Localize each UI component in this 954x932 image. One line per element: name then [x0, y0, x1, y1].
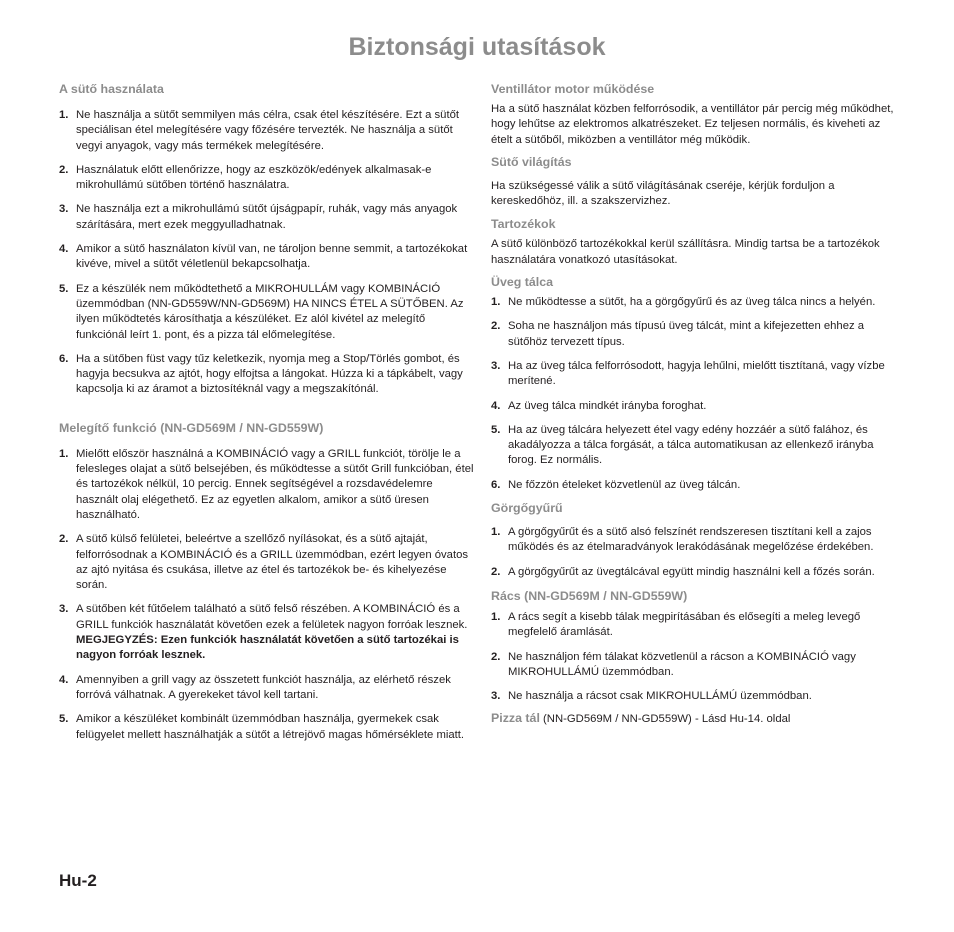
item-number: 2.: [491, 650, 501, 663]
list-item: [491, 295, 903, 310]
item-text: Ne használja a sütőt semmilyen más célra, csak étel készítésére. Ezt a sütőt speciálisan étel melegítésére vagy főzésére tervezték. Ne használja a sütőt vegyi anyagok, vagy más termékek melegítésére.: [76, 109, 460, 152]
list-item: [59, 242, 477, 273]
left-column: [59, 81, 477, 743]
list-item: [491, 478, 903, 493]
item-text: A sütő külső felületei, beleértve a szellőző nyílásokat, és a sütő ajtaját, felforrósodnak a KOMBINÁCIÓ és a GRILL üzemmódban, ezért legyen óvatos az ajtó nyitása és csukása, illetve az étel és tartozékok be- és kihelyezése során.: [76, 533, 469, 592]
pizza-line: [491, 711, 903, 727]
list-item: [491, 359, 903, 390]
item-number: 1.: [59, 447, 69, 460]
list-item: [59, 532, 477, 593]
section-heading-glass-tray: Üveg tálca: [491, 275, 553, 290]
page-number: Hu-2: [59, 871, 97, 890]
list-item: [59, 282, 477, 343]
pizza-text: (NN-GD569M / NN-GD559W) - Lásd Hu-14. oldal: [543, 713, 791, 726]
list-item: [59, 352, 477, 398]
section-heading-preheat: Melegítő funkció (NN-GD569M / NN-GD559W): [59, 420, 324, 435]
item-text: Amikor a sütő használaton kívül van, ne tároljon benne semmit, a tartozékokat kivéve, mivel a sütőt véletlenül bekapcsolhatja.: [76, 243, 468, 271]
item-number: 4.: [59, 243, 69, 256]
item-text: Az üveg tálca mindkét irányba foroghat.: [508, 399, 707, 412]
item-text: Ez a készülék nem működtethető a MIKROHULLÁM vagy KOMBINÁCIÓ üzemmódban (NN-GD559W/NN-GD569M) HA NINCS ÉTEL A SÜTŐBEN. Az ilyen működtetés károsíthatja a készüléket. Ez alól kivétel az melegítő funkciónál leírt 1. pont, és a pizza tál előmelegítése.: [76, 282, 464, 341]
item-number: 1.: [491, 610, 501, 623]
item-number: 1.: [59, 109, 69, 121]
item-number: 5.: [59, 282, 69, 295]
item-number: 3.: [59, 203, 69, 216]
list-item: [491, 610, 903, 641]
item-number: 2.: [491, 320, 501, 333]
item-number: 6.: [491, 478, 501, 491]
item-number: 2.: [491, 565, 501, 578]
item-text: Ha az üveg tálca felforrósodott, hagyja lehűlni, mielőtt tisztítaná, vagy vízbe merítené.: [508, 359, 885, 388]
list-item: [491, 650, 903, 681]
item-number: 6.: [59, 352, 69, 365]
section-heading-pizza: Pizza tál: [491, 711, 540, 726]
item-text: Mielőtt először használná a KOMBINÁCIÓ vagy a GRILL funkciót, törölje le a felesleges olajat a sütő belsejében, és működtesse a sütőt Grill funkcióban, étel és tartozékok nélkül, 10 percig. Ennek segítségével a rozsdavédelemre használt olaj elégethető. Ez az egyetlen alkalom, amikor a sütő üresen használható.: [76, 447, 474, 521]
item-text: A rács segít a kisebb tálak megpirításában és elősegíti a meleg levegő megfelelő áramlását.: [508, 610, 861, 639]
list-item: [59, 108, 477, 154]
item-number: 1.: [491, 526, 501, 539]
item-text: A sütőben két fűtőelem található a sütő felső részében. A KOMBINÁCIÓ és a GRILL funkciók használatát követően ezek a felületek nagyon forróak lesznek.: [76, 603, 468, 631]
item-text: Ha a sütőben füst vagy tűz keletkezik, nyomja meg a Stop/Törlés gombot, és hagyja becsukva az ajtót, hogy elfojtsa a lángokat. Húzza ki a tápkábelt, vagy kapcsolja ki az áramot a biztosítéknál vagy a megszakítónál.: [76, 352, 463, 396]
list-item: [491, 525, 903, 556]
item-number: 5.: [59, 713, 69, 726]
item-number: 2.: [59, 163, 69, 176]
item-text: Ha az üveg tálcára helyezett étel vagy edény hozzáér a sütő falához, és akadályozza a tálca forgását, a tálca automatikusan az ellenkező irányba forog. Ez normális.: [508, 423, 874, 467]
section-heading-ventilator: Ventillátor motor működése: [491, 82, 655, 96]
item-text: Ne használja ezt a mikrohullámú sütőt újságpapír, ruhák, vagy más anyagok szárítására, mert ezek meggyulladhatnak.: [76, 203, 458, 231]
accessories-text: A sütő különböző tartozékokkal kerül szállításra. Mindig tartsa be a tartozékok használatára vonatkozó utasításokat.: [491, 238, 880, 266]
item-text: A görgőgyűrűt és a sütő alsó felszínét rendszeresen tisztítani kell a zajos működés és az ételmaradványok lerakódásának megelőzése érdekében.: [508, 526, 874, 554]
item-text: Ne használjon fém tálakat közvetlenül a rácson a KOMBINÁCIÓ vagy MIKROHULLÁMÚ üzemmódban.: [508, 650, 856, 678]
item-text: Soha ne használjon más típusú üveg tálcát, mint a kifejezetten ehhez a sütőhöz tervezett típus.: [508, 320, 865, 348]
ventilator-text: Ha a sütő használat közben felforrósodik, a ventillátor pár percig még működhet, hogy lehűtse az elektromos alkatrészeket. Ez teljesen normális, és kiveheti az ételt a sütőből, miközben a ventillátor még működik.: [491, 103, 894, 146]
list-item: [59, 447, 477, 523]
section-heading-rack: Rács (NN-GD569M / NN-GD559W): [491, 588, 688, 603]
note-text: MEGJEGYZÉS: Ezen funkciók használatát követően a sütő tartozékai is nagyon forróak lesznek.: [76, 634, 459, 662]
list-item: [491, 689, 903, 704]
item-text: Ne főzzön ételeket közvetlenül az üveg tálcán.: [508, 478, 741, 491]
list-item: [491, 399, 903, 414]
item-text: Amikor a készüléket kombinált üzemmódban használja, gyermekek csak felügyelet mellett használhatják a sütőt a létrejövő magas hőmérséklete miatt.: [76, 713, 465, 741]
list-item: [59, 673, 477, 704]
item-number: 1.: [491, 296, 501, 309]
item-text: Használatuk előtt ellenőrizze, hogy az eszközök/edények alkalmasak-e mikrohullámú sütőben történő használatra.: [76, 163, 432, 192]
item-number: 5.: [491, 423, 501, 436]
section-heading-accessories: Tartozékok: [491, 217, 556, 232]
item-text: A görgőgyűrűt az üvegtálcával együtt mindig használni kell a főzés során.: [508, 565, 875, 578]
item-text: Ne működtesse a sütőt, ha a görgőgyűrű és az üveg tálca nincs a helyén.: [508, 296, 876, 309]
item-text: Ne használja a rácsot csak MIKROHULLÁMÚ üzemmódban.: [508, 690, 812, 703]
section-heading-roller-ring: Görgőgyűrű: [491, 501, 563, 516]
section-heading-oven-use: A sütő használata: [59, 82, 164, 96]
list-item: [59, 202, 477, 233]
lighting-text: Ha szükségessé válik a sütő világításának cseréje, kérjük forduljon a kereskedőhöz, ill. a szakszervizhez.: [491, 179, 835, 208]
list-item: [59, 712, 477, 743]
item-number: 2.: [59, 533, 69, 546]
list-item: [59, 602, 477, 663]
list-item: [491, 319, 903, 350]
page-title: Biztonsági utasítások: [348, 33, 606, 61]
item-text: Amennyiben a grill vagy az összetett funkciót használja, az elérhető részek forróvá válhatnak. A gyerekeket távol kell tartani.: [76, 673, 451, 701]
item-number: 4.: [491, 399, 501, 412]
list-item: [59, 163, 477, 194]
list-item: [491, 423, 903, 469]
list-item: [491, 565, 903, 580]
section-heading-lighting: Sütő világítás: [491, 154, 572, 169]
item-number: 3.: [491, 690, 501, 703]
right-column: [491, 81, 903, 728]
item-number: 3.: [59, 603, 69, 616]
item-number: 4.: [59, 673, 69, 686]
item-number: 3.: [491, 359, 501, 372]
